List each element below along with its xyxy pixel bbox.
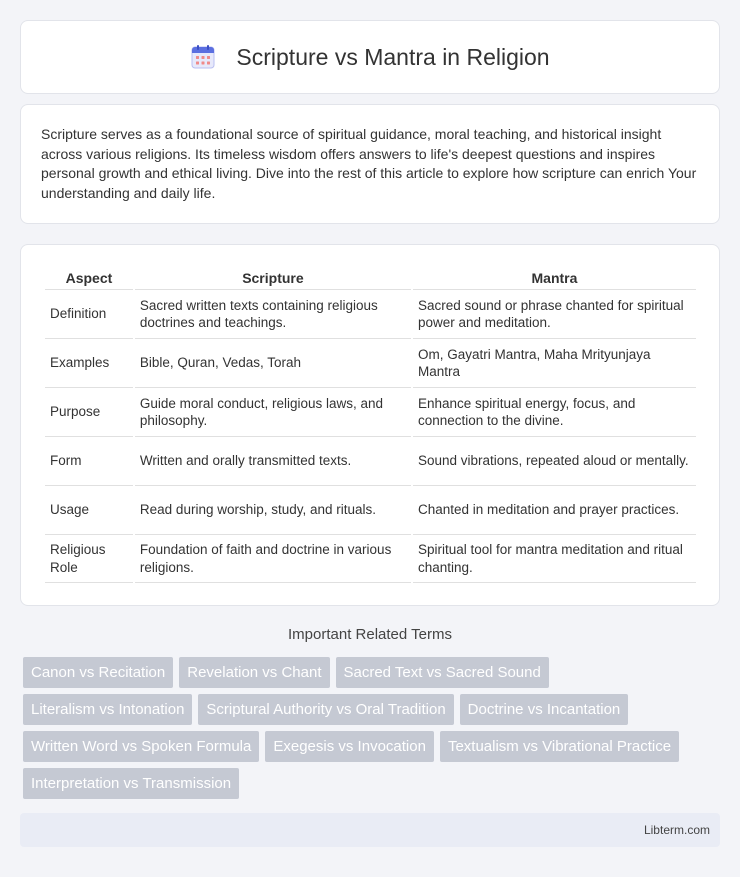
cell-mantra: Enhance spiritual energy, focus, and connection to the divine. [413,387,696,436]
cell-scripture: Bible, Quran, Vedas, Torah [135,338,411,387]
cell-aspect: Religious Role [45,534,133,583]
cell-aspect: Definition [45,289,133,338]
cell-scripture: Written and orally transmitted texts. [135,436,411,485]
intro-card [20,104,720,224]
related-term-tag[interactable]: Textualism vs Vibrational Practice [440,731,679,762]
comparison-table [43,265,698,583]
related-term-tag[interactable]: Interpretation vs Transmission [23,768,239,799]
cell-mantra: Om, Gayatri Mantra, Maha Mrityunjaya Mantra [413,338,696,387]
related-term-tag[interactable]: Revelation vs Chant [179,657,329,688]
table-header-row [45,265,696,289]
page-title: Scripture vs Mantra in Religion [236,43,550,70]
related-term-tag[interactable]: Sacred Text vs Sacred Sound [336,657,549,688]
related-terms-heading: Important Related Terms [288,626,452,643]
calendar-grid-icon [190,44,216,70]
table-row [45,534,696,583]
table-row [45,289,696,338]
cell-aspect: Form [45,436,133,485]
table-row [45,485,696,534]
intro-paragraph: Scripture serves as a foundational source of spiritual guidance, moral teaching, and historical insight across various religions. Its timeless wisdom offers answers to life's deepest questions and inspires personal growth and ethical living. Dive into the rest of this article to explore how scripture can enrich Your understanding and daily life. [41,126,697,201]
comparison-table-card [20,244,720,606]
title-card [20,20,720,94]
cell-scripture: Foundation of faith and doctrine in various religions. [135,534,411,583]
cell-mantra: Sound vibrations, repeated aloud or mentally. [413,436,696,485]
related-term-tag[interactable]: Written Word vs Spoken Formula [23,731,259,762]
cell-scripture: Guide moral conduct, religious laws, and philosophy. [135,387,411,436]
cell-scripture: Sacred written texts containing religious doctrines and teachings. [135,289,411,338]
title-row [21,21,719,93]
header-scripture: Scripture [242,269,304,286]
cell-scripture: Read during worship, study, and rituals. [135,485,411,534]
related-term-tag[interactable]: Doctrine vs Incantation [460,694,629,725]
footer-brand-link[interactable]: Libterm.com [643,823,710,837]
footer [20,813,720,847]
related-term-tag[interactable]: Exegesis vs Invocation [265,731,434,762]
cell-mantra: Spiritual tool for mantra meditation and ritual chanting. [413,534,696,583]
related-terms-list [23,657,723,799]
cell-aspect: Examples [45,338,133,387]
table-row [45,387,696,436]
cell-mantra: Chanted in meditation and prayer practices. [413,485,696,534]
cell-aspect: Purpose [45,387,133,436]
table-row [45,338,696,387]
cell-mantra: Sacred sound or phrase chanted for spiritual power and meditation. [413,289,696,338]
header-aspect: Aspect [65,269,113,286]
related-term-tag[interactable]: Scriptural Authority vs Oral Tradition [198,694,453,725]
cell-aspect: Usage [45,485,133,534]
related-term-tag[interactable]: Literalism vs Intonation [23,694,192,725]
related-term-tag[interactable]: Canon vs Recitation [23,657,173,688]
header-mantra: Mantra [531,269,578,286]
table-row [45,436,696,485]
